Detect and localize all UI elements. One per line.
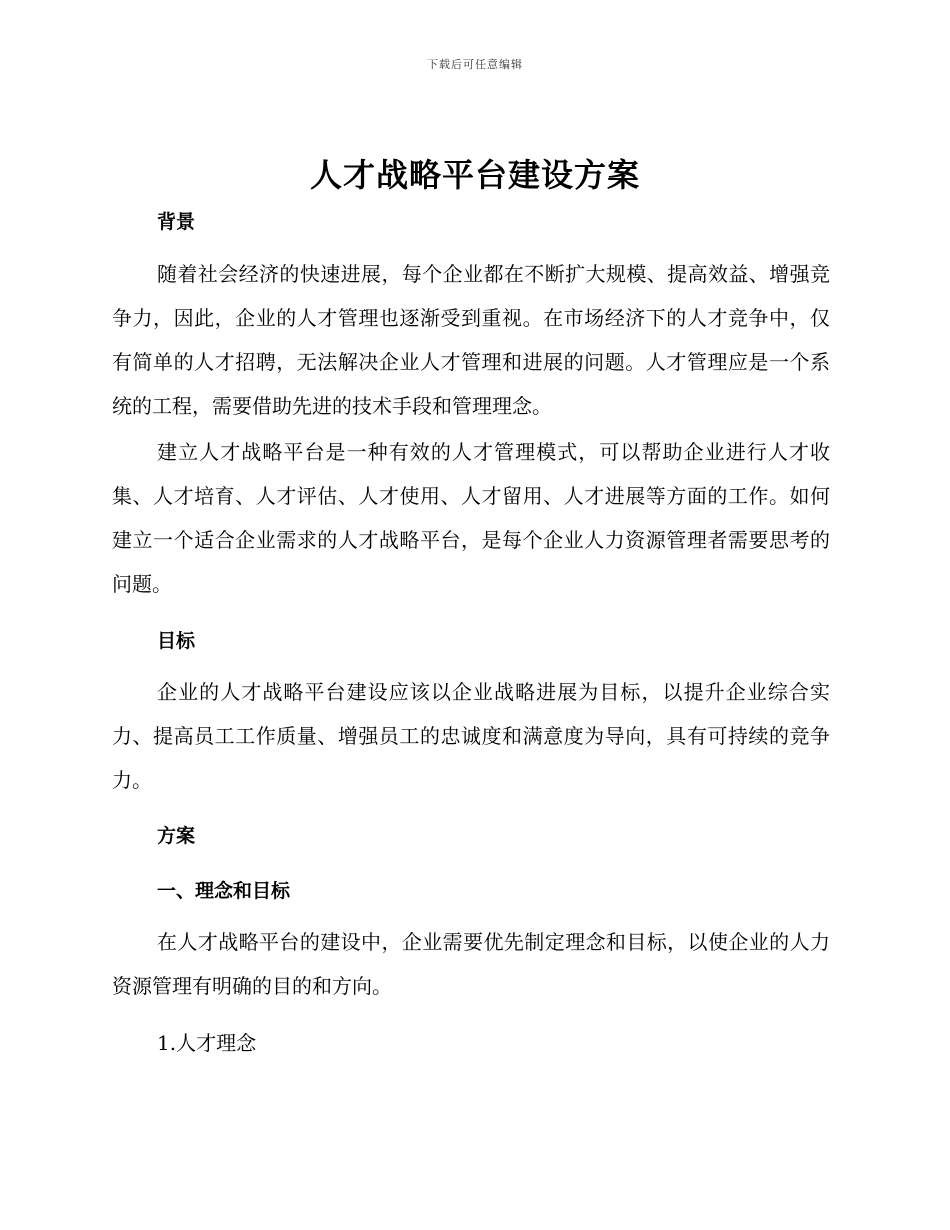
header-note: 下载后可任意编辑 xyxy=(427,58,523,71)
subheading-concept-and-goal: 一、理念和目标 xyxy=(157,880,291,902)
paragraph-goal: 企业的人才战略平台建设应该以企业战略进展为目标，以提升企业综合实力、提高员工工作质量、增强员工的忠诚度和满意度为导向，具有可持续的竞争力。 xyxy=(112,680,830,792)
paragraph-background-1: 随着社会经济的快速进展，每个企业都在不断扩大规模、提高效益、增强竞争力，因此，企业的人才管理也逐渐受到重视。在市场经济下的人才竞争中，仅有简单的人才招聘，无法解决企业人才管理和进展的问题。人才管理应是一个系统的工程，需要借助先进的技术手段和管理理念。 xyxy=(112,262,830,418)
paragraph-plan: 在人才战略平台的建设中，企业需要优先制定理念和目标，以使企业的人力资源管理有明确的目的和方向。 xyxy=(112,930,830,998)
heading-goal: 目标 xyxy=(157,630,196,652)
paragraph-background-2: 建立人才战略平台是一种有效的人才管理模式，可以帮助企业进行人才收集、人才培育、人才评估、人才使用、人才留用、人才进展等方面的工作。如何建立一个适合企业需求的人才战略平台，是每个企业人力资源管理者需要思考的问题。 xyxy=(112,440,830,596)
heading-plan: 方案 xyxy=(157,825,196,847)
heading-background: 背景 xyxy=(157,211,196,233)
list-item-talent-concept: 1.人才理念 xyxy=(157,1031,257,1055)
document-title: 人才战略平台建设方案 xyxy=(309,156,640,194)
